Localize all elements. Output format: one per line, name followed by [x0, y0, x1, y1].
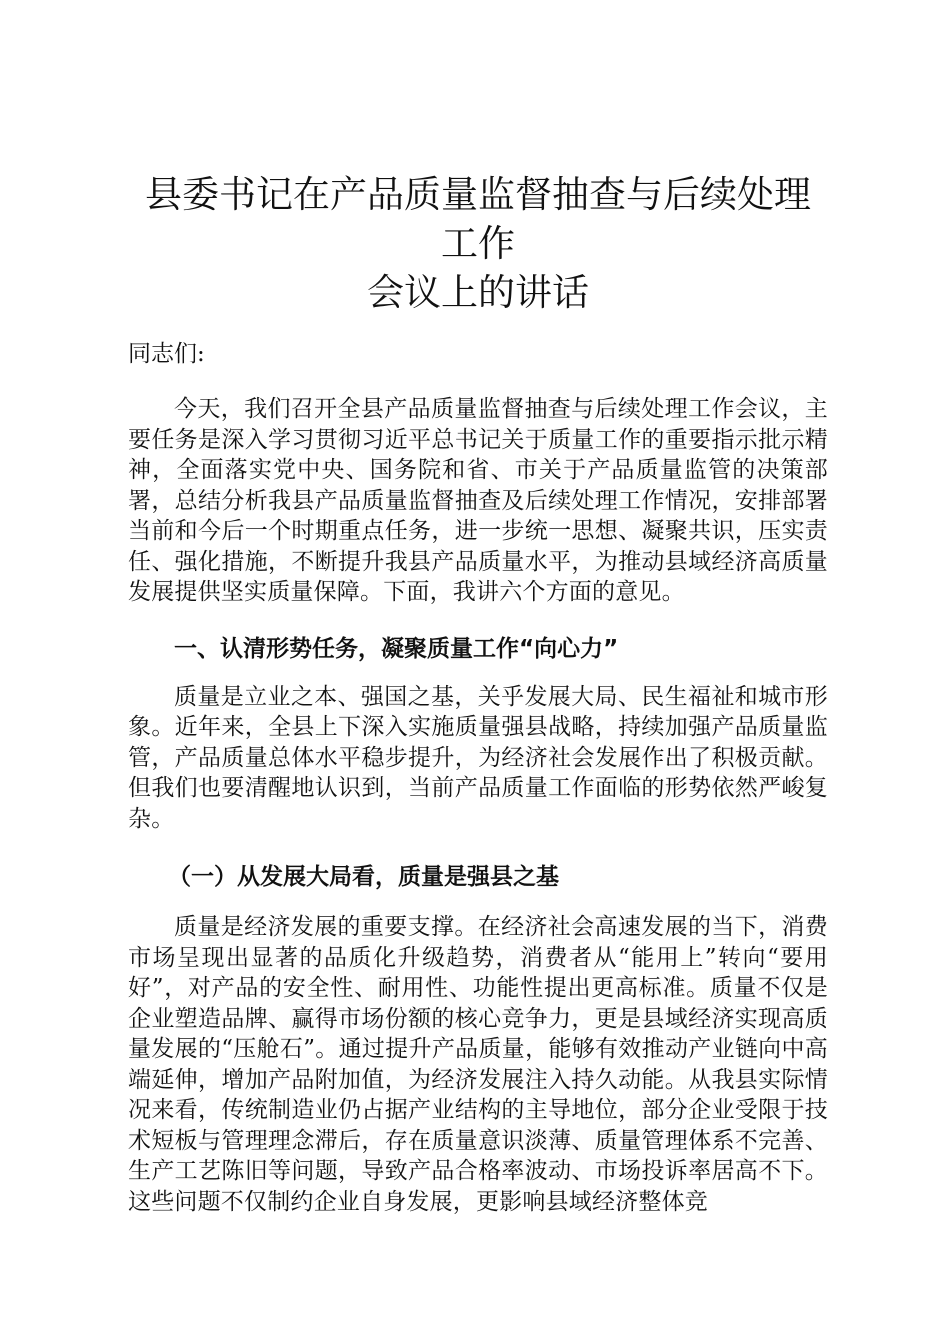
section-1-paragraph: 质量是立业之本、强国之基，关乎发展大局、民生福祉和城市形象。近年来，全县上下深入实施质量强县战略，持续加强产品质量监管，产品质量总体水平稳步提升，为经济社会发展作出了积极贡献。但我们也要清醒地认识到，当前产品质量工作面临的形势依然严峻复杂。	[128, 683, 828, 832]
document-title	[128, 170, 828, 317]
salutation: 同志们:	[128, 341, 205, 367]
section-heading-1: 一、认清形势任务，凝聚质量工作“向心力”	[174, 635, 619, 662]
subsection-heading-1: （一）从发展大局看，质量是强县之基	[168, 864, 559, 890]
intro-paragraph: 今天，我们召开全县产品质量监督抽查与后续处理工作会议，主要任务是深入学习贯彻习近平总书记关于质量工作的重要指示批示精神，全面落实党中央、国务院和省、市关于产品质量监管的决策部署，总结分析我县产品质量监督抽查及后续处理工作情况，安排部署当前和今后一个时期重点任务，进一步统一思想、凝聚共识，压实责任、强化措施，不断提升我县产品质量水平，为推动县域经济高质量发展提供坚实质量保障。下面，我讲六个方面的意见。	[128, 396, 828, 605]
title-line-1: 县委书记在产品质量监督抽查与后续处理工作	[145, 173, 811, 265]
title-line-2: 会议上的讲话	[367, 271, 589, 314]
document-page	[128, 170, 828, 1217]
subsection-1-paragraph: 质量是经济发展的重要支撑。在经济社会高速发展的当下，消费市场呈现出显著的品质化升级趋势，消费者从“能用上”转向“要用好”，对产品的安全性、耐用性、功能性提出更高标准。质量不仅是企业塑造品牌、赢得市场份额的核心竞争力，更是县域经济实现高质量发展的“压舱石”。通过提升产品质量，能够有效推动产业链向中高端延伸，增加产品附加值，为经济发展注入持久动能。从我县实际情况来看，传统制造业仍占据产业结构的主导地位，部分企业受限于技术短板与管理理念滞后，存在质量意识淡薄、质量管理体系不完善、生产工艺陈旧等问题，导致产品合格率波动、市场投诉率居高不下。这些问题不仅制约企业自身发展，更影响县域经济整体竞	[128, 914, 828, 1215]
